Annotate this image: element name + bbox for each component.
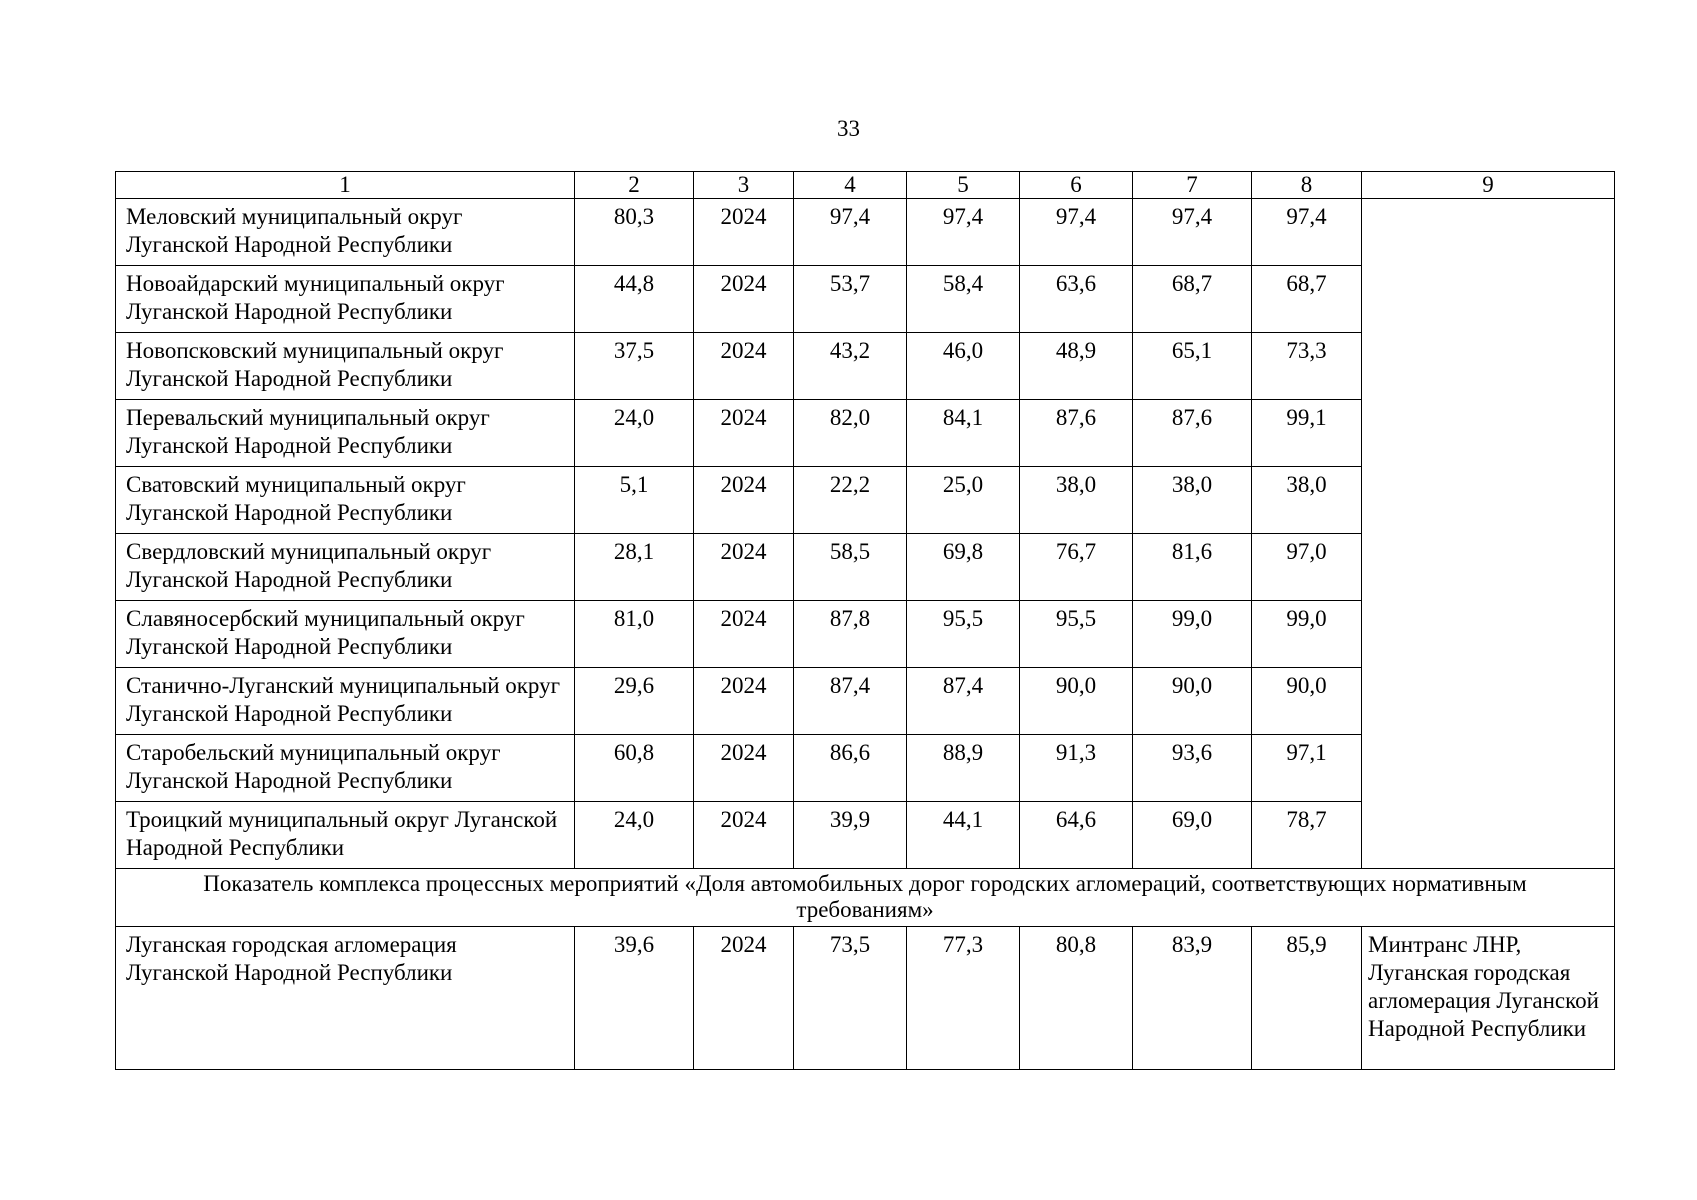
value-cell: 64,6	[1020, 802, 1133, 869]
value-cell: 58,4	[907, 266, 1020, 333]
value-cell: 87,4	[907, 668, 1020, 735]
value-cell: 39,9	[794, 802, 907, 869]
page-number: 33	[837, 116, 860, 141]
responsible-cell	[1362, 199, 1615, 869]
value-cell: 86,6	[794, 735, 907, 802]
value-cell: 24,0	[575, 802, 694, 869]
value-cell: 29,6	[575, 668, 694, 735]
column-header: 9	[1362, 172, 1615, 199]
value-cell: 39,6	[575, 927, 694, 1070]
value-cell: 2024	[694, 333, 794, 400]
value-cell: 2024	[694, 266, 794, 333]
value-cell: 90,0	[1133, 668, 1252, 735]
value-cell: 38,0	[1252, 467, 1362, 534]
value-cell: 44,1	[907, 802, 1020, 869]
value-cell: 90,0	[1252, 668, 1362, 735]
value-cell: 28,1	[575, 534, 694, 601]
column-header: 6	[1020, 172, 1133, 199]
column-header: 5	[907, 172, 1020, 199]
value-cell: 87,6	[1020, 400, 1133, 467]
value-cell: 48,9	[1020, 333, 1133, 400]
municipality-name: Сватовский муниципальный округ Луганской Народной Республики	[116, 467, 575, 534]
municipality-name: Станично-Луганский муниципальный округ Луганской Народной Республики	[116, 668, 575, 735]
value-cell: 87,6	[1133, 400, 1252, 467]
value-cell: 46,0	[907, 333, 1020, 400]
value-cell: 91,3	[1020, 735, 1133, 802]
section-heading: Показатель комплекса процессных мероприятий «Доля автомобильных дорог городских агломераций, соответствующих нормативным требованиям»	[116, 869, 1615, 927]
value-cell: 93,6	[1133, 735, 1252, 802]
value-cell: 68,7	[1133, 266, 1252, 333]
value-cell: 95,5	[1020, 601, 1133, 668]
column-header: 1	[116, 172, 575, 199]
column-header: 8	[1252, 172, 1362, 199]
column-header: 3	[694, 172, 794, 199]
value-cell: 97,0	[1252, 534, 1362, 601]
value-cell: 2024	[694, 601, 794, 668]
value-cell: 58,5	[794, 534, 907, 601]
column-header: 2	[575, 172, 694, 199]
value-cell: 97,4	[1252, 199, 1362, 266]
table-row	[116, 199, 1615, 266]
value-cell: 2024	[694, 199, 794, 266]
value-cell: 97,4	[1020, 199, 1133, 266]
value-cell: 2024	[694, 668, 794, 735]
value-cell: 60,8	[575, 735, 694, 802]
value-cell: 2024	[694, 927, 794, 1070]
value-cell: 80,8	[1020, 927, 1133, 1070]
table-row	[116, 927, 1615, 1070]
value-cell: 24,0	[575, 400, 694, 467]
agglomeration-name: Луганская городская агломерация Луганской Народной Республики	[116, 927, 575, 1070]
value-cell: 2024	[694, 735, 794, 802]
municipality-name: Меловский муниципальный округ Луганской Народной Республики	[116, 199, 575, 266]
value-cell: 5,1	[575, 467, 694, 534]
value-cell: 37,5	[575, 333, 694, 400]
value-cell: 44,8	[575, 266, 694, 333]
value-cell: 99,0	[1252, 601, 1362, 668]
municipality-name: Перевальский муниципальный округ Луганской Народной Республики	[116, 400, 575, 467]
municipality-name: Славяносербский муниципальный округ Луганской Народной Республики	[116, 601, 575, 668]
value-cell: 97,4	[907, 199, 1020, 266]
value-cell: 84,1	[907, 400, 1020, 467]
value-cell: 82,0	[794, 400, 907, 467]
municipality-name: Новопсковский муниципальный округ Луганской Народной Республики	[116, 333, 575, 400]
value-cell: 88,9	[907, 735, 1020, 802]
value-cell: 73,5	[794, 927, 907, 1070]
value-cell: 95,5	[907, 601, 1020, 668]
value-cell: 38,0	[1020, 467, 1133, 534]
value-cell: 97,4	[794, 199, 907, 266]
value-cell: 78,7	[1252, 802, 1362, 869]
value-cell: 80,3	[575, 199, 694, 266]
value-cell: 85,9	[1252, 927, 1362, 1070]
value-cell: 2024	[694, 802, 794, 869]
municipality-name: Троицкий муниципальный округ Луганской Народной Республики	[116, 802, 575, 869]
indicators-table	[115, 171, 1615, 1070]
column-header: 4	[794, 172, 907, 199]
value-cell: 38,0	[1133, 467, 1252, 534]
value-cell: 69,0	[1133, 802, 1252, 869]
value-cell: 97,1	[1252, 735, 1362, 802]
value-cell: 69,8	[907, 534, 1020, 601]
value-cell: 81,0	[575, 601, 694, 668]
column-header: 7	[1133, 172, 1252, 199]
value-cell: 87,8	[794, 601, 907, 668]
value-cell: 99,1	[1252, 400, 1362, 467]
value-cell: 90,0	[1020, 668, 1133, 735]
value-cell: 83,9	[1133, 927, 1252, 1070]
value-cell: 25,0	[907, 467, 1020, 534]
value-cell: 53,7	[794, 266, 907, 333]
value-cell: 43,2	[794, 333, 907, 400]
responsible-cell: Минтранс ЛНР, Луганская городская агломерация Луганской Народной Республики	[1362, 927, 1615, 1070]
column-header-row	[116, 172, 1615, 199]
value-cell: 97,4	[1133, 199, 1252, 266]
value-cell: 87,4	[794, 668, 907, 735]
value-cell: 65,1	[1133, 333, 1252, 400]
value-cell: 81,6	[1133, 534, 1252, 601]
value-cell: 63,6	[1020, 266, 1133, 333]
municipality-name: Старобельский муниципальный округ Луганской Народной Республики	[116, 735, 575, 802]
value-cell: 73,3	[1252, 333, 1362, 400]
value-cell: 76,7	[1020, 534, 1133, 601]
municipality-name: Свердловский муниципальный округ Луганской Народной Республики	[116, 534, 575, 601]
value-cell: 99,0	[1133, 601, 1252, 668]
value-cell: 22,2	[794, 467, 907, 534]
value-cell: 2024	[694, 400, 794, 467]
value-cell: 68,7	[1252, 266, 1362, 333]
municipality-name: Новоайдарский муниципальный округ Луганской Народной Республики	[116, 266, 575, 333]
value-cell: 2024	[694, 467, 794, 534]
section-heading-row	[116, 869, 1615, 927]
value-cell: 2024	[694, 534, 794, 601]
value-cell: 77,3	[907, 927, 1020, 1070]
